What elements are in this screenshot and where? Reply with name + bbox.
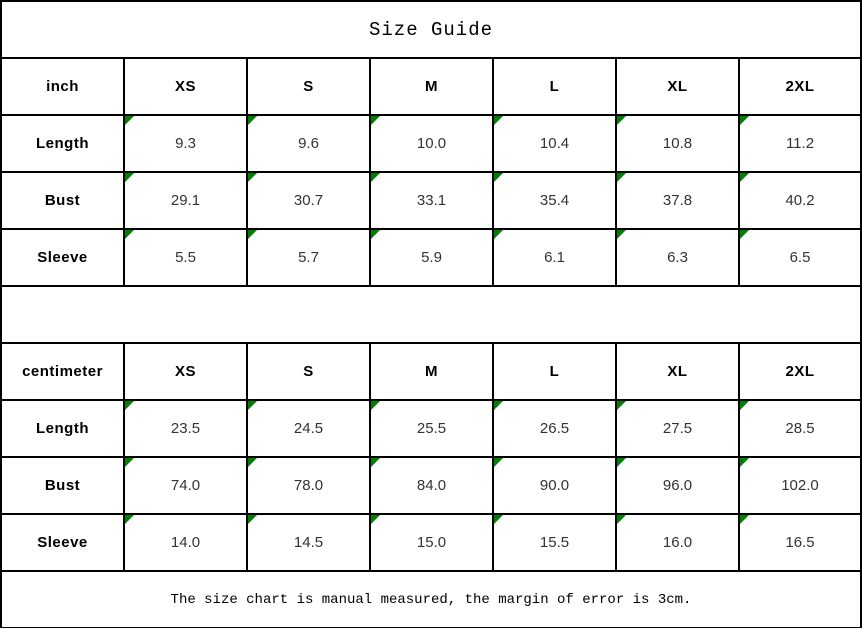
value-cell (370, 457, 493, 514)
corner-marker-icon (125, 230, 134, 239)
value-cell (247, 172, 370, 229)
cell-value: 15.5 (539, 533, 570, 551)
cell-value: 10.4 (539, 134, 570, 152)
cell-value: 16.0 (662, 533, 693, 551)
unit-label-inch: inch (1, 58, 124, 115)
corner-marker-icon (494, 401, 503, 410)
cell-value: 102.0 (781, 476, 819, 494)
cell-value: 9.6 (298, 134, 319, 152)
corner-marker-icon (740, 116, 749, 125)
value-cell (493, 229, 616, 286)
cell-value: 11.2 (785, 134, 815, 152)
corner-marker-icon (125, 401, 134, 410)
corner-marker-icon (371, 173, 380, 182)
corner-marker-icon (494, 173, 503, 182)
corner-marker-icon (617, 230, 626, 239)
corner-marker-icon (617, 458, 626, 467)
value-cell (616, 514, 739, 571)
cell-value: 37.8 (662, 191, 693, 209)
cell-value: 23.5 (170, 419, 201, 437)
cell-value: 10.8 (662, 134, 693, 152)
cell-value: 15.0 (416, 533, 447, 551)
value-cell (370, 514, 493, 571)
row-label-length: Length (1, 115, 124, 172)
cell-value: 6.5 (789, 248, 811, 266)
value-cell (247, 514, 370, 571)
row-label-bust: Bust (1, 457, 124, 514)
cell-value: 74.0 (170, 476, 201, 494)
row-label-bust: Bust (1, 172, 124, 229)
cell-value: 78.0 (293, 476, 324, 494)
corner-marker-icon (125, 458, 134, 467)
value-cell (124, 229, 247, 286)
cell-value: 40.2 (785, 191, 815, 209)
value-cell (616, 400, 739, 457)
value-cell (739, 400, 861, 457)
cell-value: 29.1 (170, 191, 201, 209)
corner-marker-icon (740, 173, 749, 182)
corner-marker-icon (248, 515, 257, 524)
value-cell (247, 229, 370, 286)
cell-value: 26.5 (539, 419, 570, 437)
cell-value: 30.7 (293, 191, 324, 209)
cell-value: 16.5 (785, 533, 815, 551)
corner-marker-icon (617, 116, 626, 125)
cell-value: 5.7 (298, 248, 319, 266)
column-header-l: L (493, 343, 616, 400)
corner-marker-icon (617, 515, 626, 524)
inch-bust-row (1, 172, 861, 229)
value-cell (124, 400, 247, 457)
cell-value: 9.3 (175, 134, 196, 152)
value-cell (739, 172, 861, 229)
corner-marker-icon (248, 116, 257, 125)
value-cell (124, 172, 247, 229)
value-cell (616, 172, 739, 229)
cell-value: 24.5 (293, 419, 324, 437)
cell-value: 84.0 (416, 476, 447, 494)
cell-value: 5.5 (175, 248, 196, 266)
corner-marker-icon (740, 515, 749, 524)
corner-marker-icon (371, 401, 380, 410)
row-label-sleeve: Sleeve (1, 514, 124, 571)
corner-marker-icon (740, 401, 749, 410)
column-header-2xl: 2XL (739, 343, 861, 400)
cell-value: 96.0 (662, 476, 693, 494)
spacer-cell (1, 286, 861, 343)
corner-marker-icon (494, 458, 503, 467)
column-header-l: L (493, 58, 616, 115)
value-cell (370, 229, 493, 286)
inch-length-row (1, 115, 861, 172)
cm-bust-row (1, 457, 861, 514)
value-cell (370, 172, 493, 229)
value-cell (124, 514, 247, 571)
corner-marker-icon (494, 116, 503, 125)
column-header-xs: XS (124, 343, 247, 400)
value-cell (124, 457, 247, 514)
corner-marker-icon (125, 173, 134, 182)
corner-marker-icon (248, 401, 257, 410)
corner-marker-icon (371, 515, 380, 524)
column-header-2xl: 2XL (739, 58, 861, 115)
spacer-row (1, 286, 861, 343)
corner-marker-icon (248, 173, 257, 182)
cm-sleeve-row (1, 514, 861, 571)
corner-marker-icon (494, 515, 503, 524)
footer-note: The size chart is manual measured, the margin of error is 3cm. (1, 571, 861, 628)
cell-value: 33.1 (416, 191, 447, 209)
corner-marker-icon (371, 458, 380, 467)
value-cell (739, 115, 861, 172)
cell-value: 27.5 (662, 419, 693, 437)
cm-header-row (1, 343, 861, 400)
inch-header-row (1, 58, 861, 115)
value-cell (616, 115, 739, 172)
corner-marker-icon (125, 116, 134, 125)
column-header-s: S (247, 343, 370, 400)
corner-marker-icon (617, 173, 626, 182)
corner-marker-icon (494, 230, 503, 239)
value-cell (616, 229, 739, 286)
value-cell (616, 457, 739, 514)
value-cell (493, 514, 616, 571)
cell-value: 35.4 (539, 191, 570, 209)
corner-marker-icon (125, 515, 134, 524)
column-header-m: M (370, 58, 493, 115)
column-header-m: M (370, 343, 493, 400)
value-cell (370, 115, 493, 172)
value-cell (739, 514, 861, 571)
cell-value: 25.5 (416, 419, 447, 437)
cell-value: 5.9 (421, 248, 442, 266)
column-header-xl: XL (616, 58, 739, 115)
unit-label-centimeter: centimeter (1, 343, 124, 400)
column-header-xl: XL (616, 343, 739, 400)
value-cell (739, 457, 861, 514)
cell-value: 28.5 (785, 419, 815, 437)
corner-marker-icon (740, 458, 749, 467)
column-header-xs: XS (124, 58, 247, 115)
page-title: Size Guide (1, 1, 861, 58)
value-cell (493, 457, 616, 514)
footer-row (1, 571, 861, 628)
cell-value: 10.0 (416, 134, 447, 152)
value-cell (124, 115, 247, 172)
corner-marker-icon (248, 458, 257, 467)
title-row (1, 1, 861, 58)
corner-marker-icon (740, 230, 749, 239)
value-cell (493, 115, 616, 172)
corner-marker-icon (371, 116, 380, 125)
cell-value: 14.5 (293, 533, 324, 551)
row-label-sleeve: Sleeve (1, 229, 124, 286)
corner-marker-icon (248, 230, 257, 239)
cm-length-row (1, 400, 861, 457)
value-cell (247, 400, 370, 457)
value-cell (493, 172, 616, 229)
cell-value: 6.3 (667, 248, 688, 266)
column-header-s: S (247, 58, 370, 115)
value-cell (247, 457, 370, 514)
corner-marker-icon (371, 230, 380, 239)
value-cell (370, 400, 493, 457)
cell-value: 90.0 (539, 476, 570, 494)
value-cell (739, 229, 861, 286)
cell-value: 6.1 (544, 248, 565, 266)
cell-value: 14.0 (170, 533, 201, 551)
row-label-length: Length (1, 400, 124, 457)
inch-sleeve-row (1, 229, 861, 286)
corner-marker-icon (617, 401, 626, 410)
value-cell (247, 115, 370, 172)
value-cell (493, 400, 616, 457)
